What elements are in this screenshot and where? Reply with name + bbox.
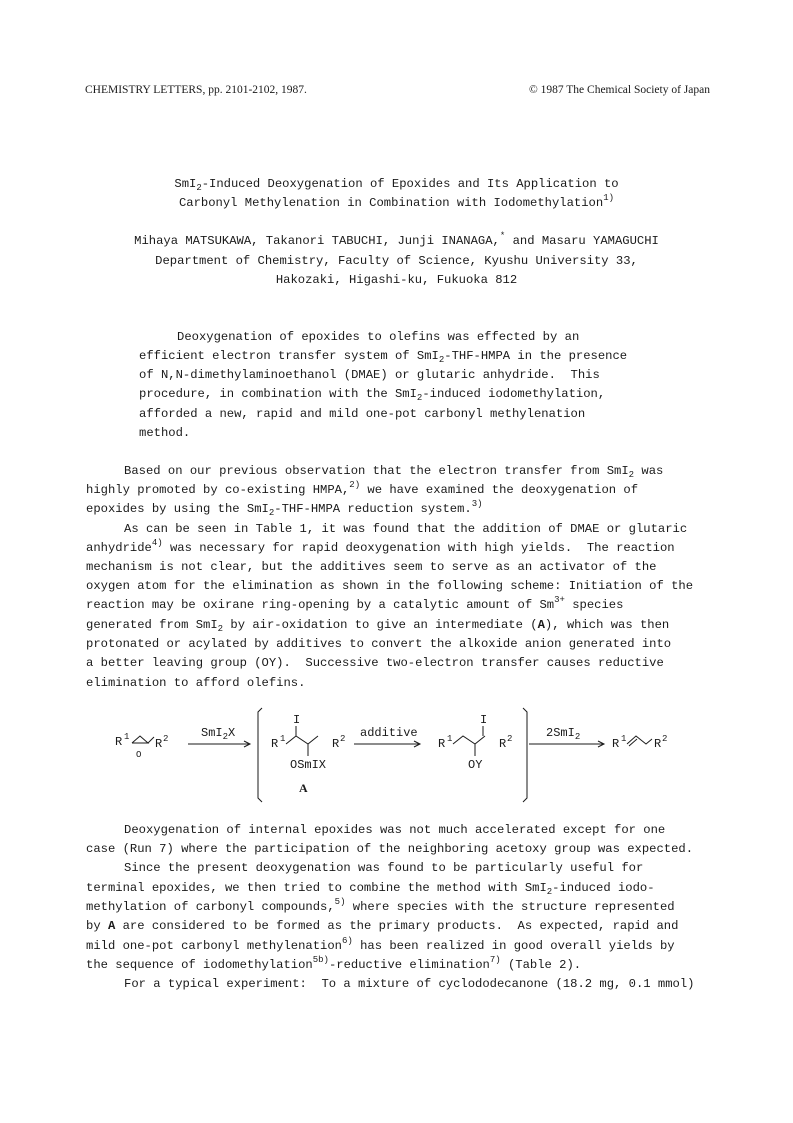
body-line: mild one-pot carbonyl methylenation$^{6)}$ has been realized in good overall yields by [86,936,675,953]
body-line: a better leaving group (OY). Successive two-electron transfer causes reductive [86,656,664,670]
body-line: oxygen atom for the elimination as shown in the following scheme: Initiation of the [86,579,694,593]
body-line: generated from SmI$_2$ by air-oxidation to give an intermediate (A), which was then [86,618,670,634]
body-line: mechanism is not clear, but the additives seem to serve as an activator of the [86,560,657,574]
intermediate-a-structure [271,713,345,795]
arrow-smi2x [188,726,250,747]
abstract-line: Deoxygenation of epoxides to olefins was effected by an [177,330,580,344]
abstract-line: procedure, in combination with the SmI$_2$-induced iodomethylation, [139,387,606,403]
svg-text:2: 2 [340,734,346,744]
svg-text:2SmI2: 2SmI$_2$ [546,726,581,742]
svg-text:1: 1 [447,734,453,744]
copyright-notice: © 1987 The Chemical Society of Japan [529,84,710,96]
affiliation-line-2: Hakozaki, Higashi-ku, Fukuoka 812 [275,273,518,287]
body-line: Since the present deoxygenation was found to be particularly useful for [124,861,644,875]
body-line: protonated or acylated by additives to convert the alkoxide anion generated into [86,637,672,651]
body-line: reaction may be oxirane ring-opening by a catalytic amount of $Sm^{3+}$ species [86,595,624,612]
svg-text:2: 2 [662,734,668,744]
svg-text:I: I [293,713,301,727]
body-line: highly promoted by co-existing HMPA,$^{2)}$ we have examined the deoxygenation of [86,480,639,497]
svg-text:R: R [155,737,163,751]
svg-text:OY: OY [468,758,483,772]
body-line: case (Run 7) where the participation of the neighboring acetoxy group was expected. [86,842,694,856]
abstract-line: efficient electron transfer system of SmI$_2$-THF-HMPA in the presence [139,349,628,365]
svg-text:1: 1 [280,734,286,744]
svg-text:OSmIX: OSmIX [290,758,327,772]
reaction-scheme [110,706,710,806]
olefin-structure [612,734,667,751]
svg-text:additive: additive [360,726,418,740]
title-line-2: Carbonyl Methylenation in Combination with Iodomethylation$^{1)}$ [178,193,614,210]
body-line: As can be seen in Table 1, it was found that the addition of DMAE or glutaric [124,522,688,536]
svg-text:O: O [136,750,142,760]
body-line: Deoxygenation of internal epoxides was not much accelerated except for one [124,823,666,837]
body-line: anhydride$^{4)}$ was necessary for rapid deoxygenation with high yields. The reaction [86,538,675,555]
body-line: methylation of carbonyl compounds,$^{5)}$ where species with the structure represented [86,897,675,914]
svg-text:R: R [115,735,123,749]
abstract-line: method. [139,426,191,440]
svg-text:R: R [612,737,620,751]
svg-text:A: A [299,781,308,795]
body-line: the sequence of iodomethylation$^{5b)}$-reductive elimination$^{7)}$ (Table 2). [86,955,582,972]
body-line: For a typical experiment: To a mixture of cyclododecanone (18.2 mg, 0.1 mmol) [124,977,695,991]
body-line: epoxides by using the SmI$_2$-THF-HMPA reduction system.$^{3)}$ [86,499,483,518]
svg-text:1: 1 [621,734,627,744]
body-line: by A are considered to be formed as the primary products. As expected, rapid and [86,919,679,933]
svg-text:2: 2 [507,734,513,744]
svg-text:1: 1 [124,732,130,742]
svg-text:2: 2 [163,734,169,744]
abstract-line: afforded a new, rapid and mild one-pot carbonyl methylenation [139,407,586,421]
svg-text:R: R [654,737,662,751]
title-line-1: SmI$_2$-Induced Deoxygenation of Epoxides and Its Application to [174,177,619,193]
affiliation-line-1: Department of Chemistry, Faculty of Science, Kyushu University 33, [155,254,638,268]
author-list: Mihaya MATSUKAWA, Takanori TABUCHI, Junji INANAGA,* and Masaru YAMAGUCHI [134,231,659,248]
svg-text:R: R [271,737,279,751]
svg-text:R: R [499,737,507,751]
abstract-line: of N,N-dimethylaminoethanol (DMAE) or glutaric anhydride. This [139,368,600,382]
body-line: terminal epoxides, we then tried to combine the method with SmI$_2$-induced iodo- [86,881,655,897]
oy-intermediate-structure [438,713,512,772]
svg-text:I: I [480,713,488,727]
epoxide-structure [115,732,168,760]
svg-text:R: R [438,737,446,751]
svg-text:SmI2X: SmI$_2$X [201,726,236,742]
body-line: Based on our previous observation that the electron transfer from SmI$_2$ was [124,464,664,480]
svg-text:R: R [332,737,340,751]
arrow-2smi2 [529,726,604,747]
journal-citation: CHEMISTRY LETTERS, pp. 2101-2102, 1987. [85,84,307,96]
body-line: elimination to afford olefins. [86,676,306,690]
arrow-additive [354,726,420,747]
